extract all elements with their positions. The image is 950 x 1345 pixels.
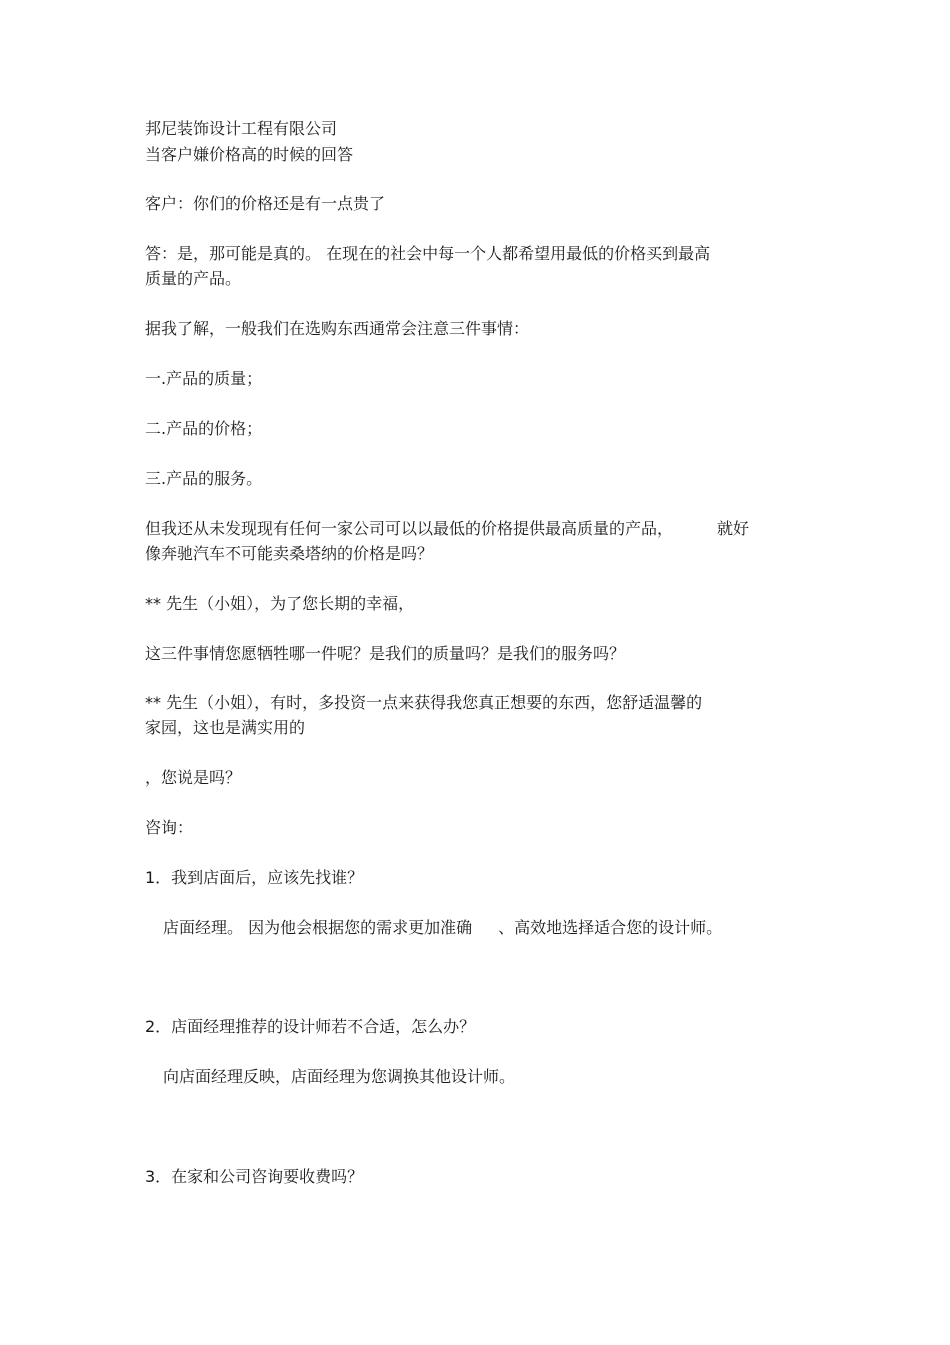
list-item-quality: 一.产品的质量； [145,369,263,388]
question-2: 2．店面经理推荐的设计师若不合适，怎么办？ [145,1017,476,1036]
but-paragraph-text-a: 但我还从未发现现有任何一家公司可以以最低的价格提供最高质量的产品， [145,519,674,538]
invest-paragraph-line-3: ，您说是吗？ [145,768,242,787]
but-paragraph-text-b: 就好 [717,519,750,538]
answer-line-2: 质量的产品。 [145,269,242,288]
answer-1 [163,917,722,939]
customer-question: 客户：你们的价格还是有一点贵了 [145,194,386,213]
sacrifice-paragraph: 这三件事情您愿牺牲哪一件呢？是我们的质量吗？是我们的服务吗？ [145,644,626,663]
question-3: 3．在家和公司咨询要收费吗？ [145,1167,364,1186]
consult-heading: 咨询： [145,818,194,837]
understanding-paragraph: 据我了解，一般我们在选购东西通常会注意三件事情： [145,319,530,338]
list-item-service: 三.产品的服务。 [145,469,263,488]
sir-paragraph: ** 先生（小姐），为了您长期的幸福， [145,594,415,613]
invest-paragraph-line-2: 家园，这也是满实用的 [145,718,306,737]
question-1: 1．我到店面后，应该先找谁？ [145,868,364,887]
answer-1-text-a: 店面经理。 因为他会根据您的需求更加准确 [163,918,473,937]
but-paragraph-line-2: 像奔驰汽车不可能卖桑塔纳的价格是吗？ [145,544,434,563]
but-paragraph-line-1 [145,518,749,540]
company-name: 邦尼装饰设计工程有限公司 [145,119,338,138]
answer-line-1: 答：是，那可能是真的。 在现在的社会中每一个人都希望用最低的价格买到最高 [145,244,711,263]
answer-1-text-b: 、高效地选择适合您的设计师。 [498,918,723,937]
invest-paragraph-line-1: ** 先生（小姐），有时，多投资一点来获得我您真正想要的东西，您舒适温馨的 [145,693,703,712]
list-item-price: 二.产品的价格； [145,419,263,438]
document-subtitle: 当客户嫌价格高的时候的回答 [145,145,354,164]
answer-2: 向店面经理反映，店面经理为您调换其他设计师。 [163,1067,516,1086]
